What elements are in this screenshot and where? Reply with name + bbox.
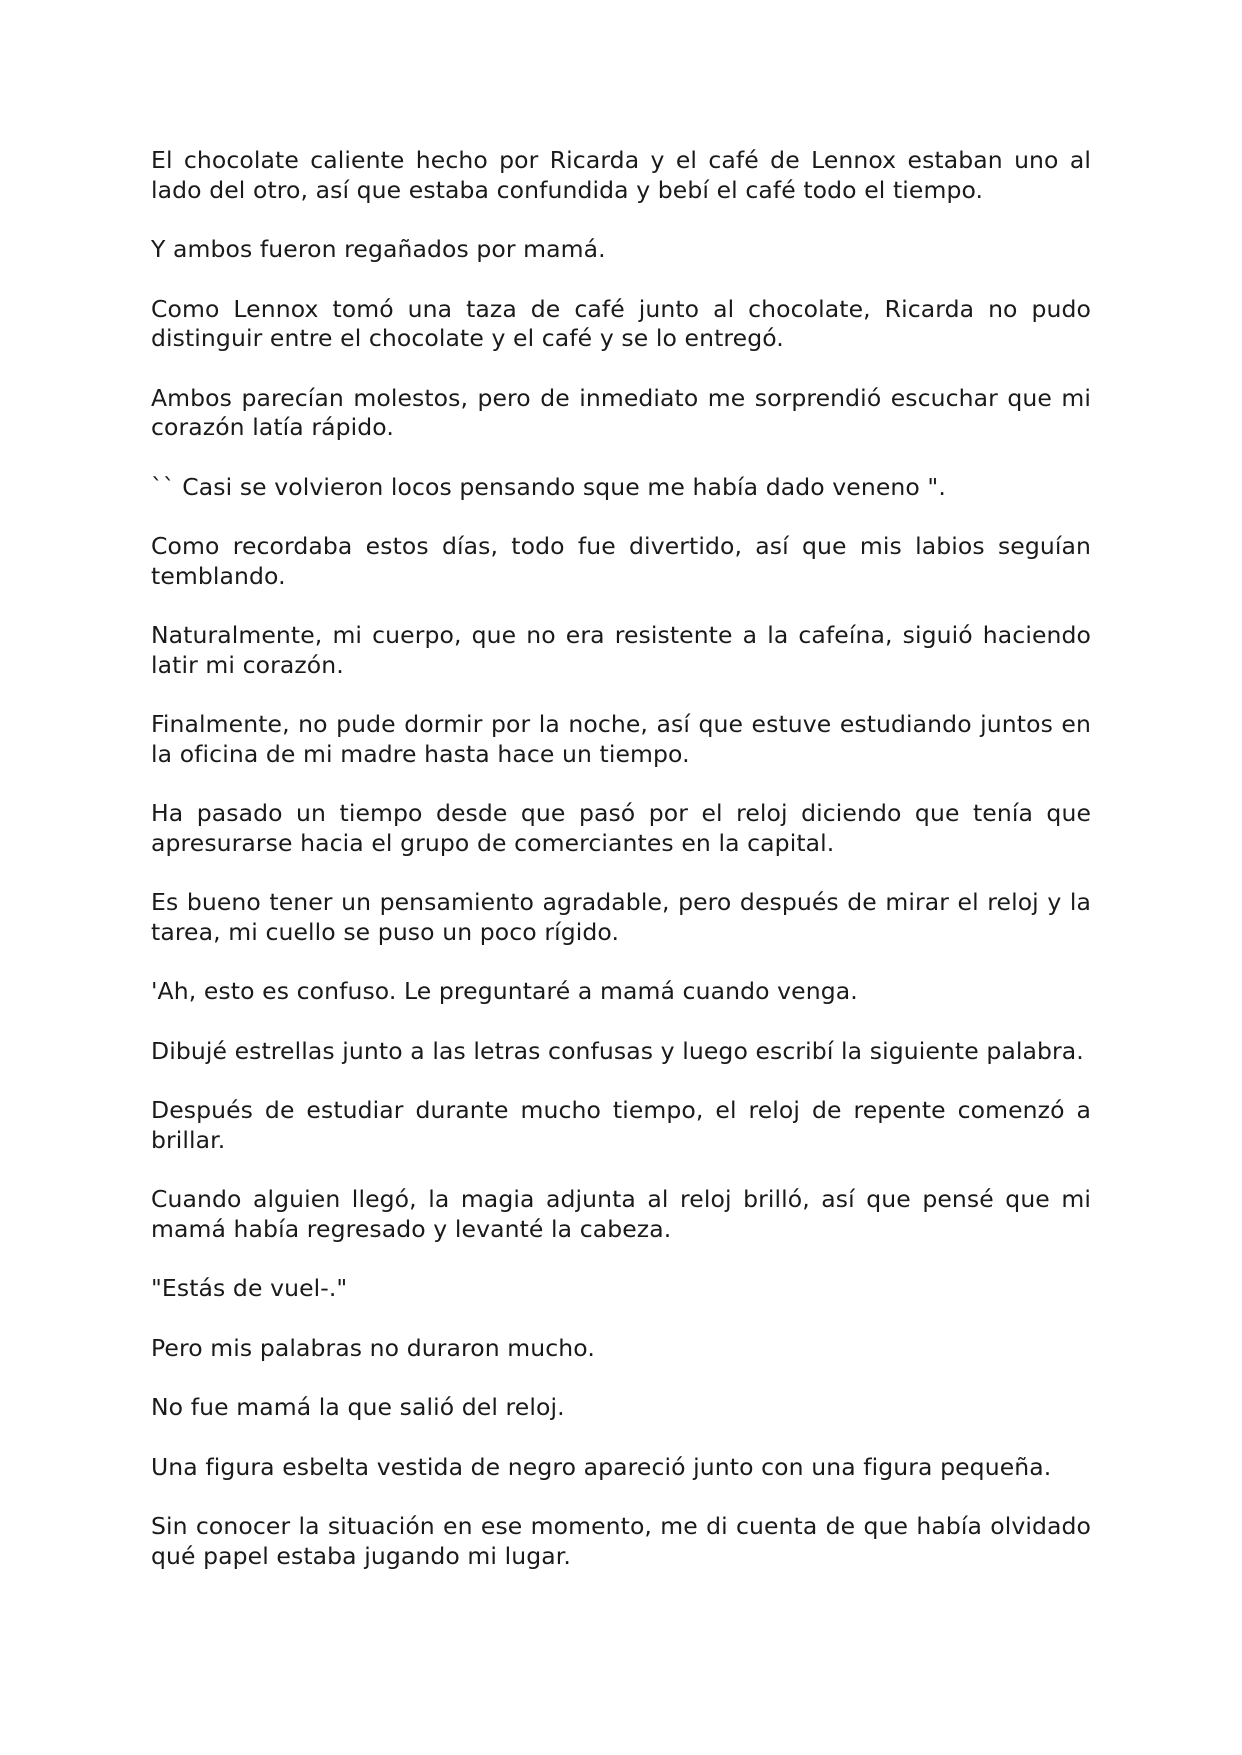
paragraph: Y ambos fueron regañados por mamá. — [151, 235, 606, 263]
document-body — [151, 146, 1091, 1601]
paragraph: Después de estudiar durante mucho tiempo, el reloj de repente comenzó a brillar. — [151, 1096, 1091, 1154]
paragraph: El chocolate caliente hecho por Ricarda y el café de Lennox estaban uno al lado del otro, así que estaba confundida y bebí el café todo el tiempo. — [151, 146, 1091, 204]
paragraph: Es bueno tener un pensamiento agradable, pero después de mirar el reloj y la tarea, mi cuello se puso un poco rígido. — [151, 888, 1091, 946]
paragraph: No fue mamá la que salió del reloj. — [151, 1393, 565, 1421]
paragraph: Cuando alguien llegó, la magia adjunta al reloj brilló, así que pensé que mi mamá había regresado y levanté la cabeza. — [151, 1185, 1091, 1243]
paragraph: Ambos parecían molestos, pero de inmediato me sorprendió escuchar que mi corazón latía rápido. — [151, 383, 1091, 441]
paragraph: Pero mis palabras no duraron mucho. — [151, 1333, 595, 1362]
paragraph: `` Casi se volvieron locos pensando sque me había dado veneno ". — [151, 472, 946, 501]
paragraph: 'Ah, esto es confuso. Le preguntaré a mamá cuando venga. — [151, 977, 858, 1005]
paragraph: Como recordaba estos días, todo fue divertido, así que mis labios seguían temblando. — [151, 532, 1091, 590]
paragraph: Ha pasado un tiempo desde que pasó por el reloj diciendo que tenía que apresurarse hacia el grupo de comerciantes en la capital. — [151, 799, 1091, 857]
paragraph: Finalmente, no pude dormir por la noche, así que estuve estudiando juntos en la oficina de mi madre hasta hace un tiempo. — [151, 710, 1091, 768]
paragraph: Sin conocer la situación en ese momento, me di cuenta de que había olvidado qué papel estaba jugando mi lugar. — [151, 1512, 1091, 1570]
paragraph: Como Lennox tomó una taza de café junto al chocolate, Ricarda no pudo distinguir entre el chocolate y el café y se lo entregó. — [151, 294, 1091, 352]
paragraph: Naturalmente, mi cuerpo, que no era resistente a la cafeína, siguió haciendo latir mi corazón. — [151, 621, 1091, 679]
paragraph: Dibujé estrellas junto a las letras confusas y luego escribí la siguiente palabra. — [151, 1036, 1084, 1065]
paragraph: Una figura esbelta vestida de negro apareció junto con una figura pequeña. — [151, 1452, 1052, 1481]
paragraph: "Estás de vuel-." — [151, 1274, 348, 1302]
